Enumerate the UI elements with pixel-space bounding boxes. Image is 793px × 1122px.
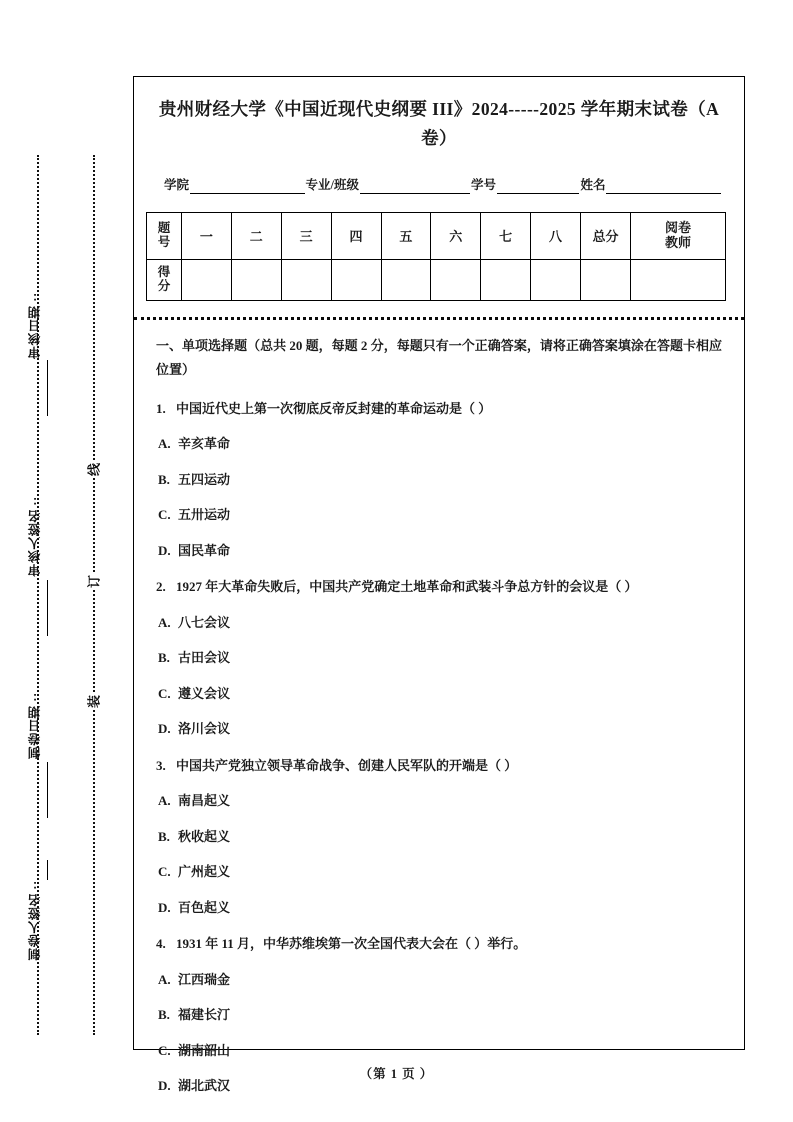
option-item[interactable] [156, 434, 722, 454]
option-letter: A. [158, 614, 171, 630]
paper-maker-signature-label: 制卷人签名: [28, 878, 42, 961]
option-text: 五卅运动 [178, 507, 231, 523]
score-cell-8[interactable] [531, 259, 581, 300]
name-label: 姓名 [580, 177, 606, 192]
option-item[interactable] [156, 684, 722, 704]
option-text: 广州起义 [178, 864, 231, 880]
option-letter: B. [158, 1007, 170, 1023]
seal-char-line: 线 [82, 462, 105, 478]
score-table-header-row [147, 212, 726, 259]
question-text: 中国共产党独立领导革命战争、创建人民军队的开端是（ ） [176, 757, 518, 773]
option-text: 遵义会议 [178, 685, 231, 701]
score-cell-7[interactable] [481, 259, 531, 300]
option-letter: B. [158, 471, 170, 487]
option-letter: D. [158, 1078, 171, 1094]
score-stub-char-2: 分 [157, 278, 171, 293]
question-item [156, 756, 722, 776]
score-table-wrapper [146, 212, 724, 301]
score-col-header-3: 三 [281, 212, 331, 259]
section-divider [134, 317, 744, 320]
option-text: 古田会议 [178, 650, 231, 666]
option-text: 辛亥革命 [178, 436, 231, 452]
question-number: 1. [156, 400, 166, 416]
option-item[interactable] [156, 613, 722, 633]
seal-char-bind: 订 [82, 574, 105, 590]
score-col-header-8: 八 [531, 212, 581, 259]
grader-header-line-1: 阅卷 [664, 219, 691, 235]
page-footer: （第 1 页 ） [359, 1067, 434, 1081]
name-input[interactable] [606, 180, 721, 194]
score-stub [147, 259, 182, 300]
option-letter: D. [158, 899, 171, 915]
option-letter: A. [158, 971, 171, 987]
option-letter: B. [158, 650, 170, 666]
score-cell-5[interactable] [381, 259, 431, 300]
score-col-header-total: 总分 [581, 212, 631, 259]
option-letter: A. [158, 436, 171, 452]
option-item[interactable] [156, 541, 722, 561]
inner-dotted-line [93, 155, 95, 1035]
student-info-line [164, 175, 722, 194]
question-number: 4. [156, 936, 166, 952]
option-text: 洛川会议 [178, 721, 231, 737]
question-text: 1927 年大革命失败后，中国共产党确定土地革命和武装斗争总方针的会议是（ ） [176, 579, 638, 595]
outer-dotted-line [37, 155, 39, 1035]
student-id-label: 学号 [470, 177, 496, 192]
question-item [156, 399, 722, 419]
score-cell-6[interactable] [431, 259, 481, 300]
audit-date-label: 审核日期: [28, 290, 42, 359]
score-cell-4[interactable] [331, 259, 381, 300]
option-text: 国民革命 [178, 542, 231, 558]
score-col-header-5: 五 [381, 212, 431, 259]
option-letter: C. [158, 1042, 171, 1058]
option-text: 秋收起义 [178, 828, 231, 844]
option-letter: C. [158, 685, 171, 701]
question-text: 中国近代史上第一次彻底反帝反封建的革命运动是（ ） [176, 400, 492, 416]
question-number: 3. [156, 757, 166, 773]
option-item[interactable] [156, 827, 722, 847]
option-letter: D. [158, 721, 171, 737]
option-item[interactable] [156, 470, 722, 490]
option-text: 湖北武汉 [178, 1078, 231, 1094]
option-item[interactable] [156, 791, 722, 811]
score-cell-2[interactable] [231, 259, 281, 300]
exam-content [134, 334, 744, 1096]
score-col-header-6: 六 [431, 212, 481, 259]
option-text: 百色起义 [178, 899, 231, 915]
option-item[interactable] [156, 648, 722, 668]
option-text: 江西瑞金 [178, 971, 231, 987]
option-item[interactable] [156, 862, 722, 882]
question-number-stub-char-1: 题 [157, 221, 171, 236]
score-cell-3[interactable] [281, 259, 331, 300]
option-item[interactable] [156, 1041, 722, 1061]
option-item[interactable] [156, 719, 722, 739]
question-text: 1931 年 11 月，中华苏维埃第一次全国代表大会在（ ）举行。 [176, 936, 527, 952]
option-item[interactable] [156, 970, 722, 990]
section-heading: 一、单项选择题（总共 20 题，每题 2 分，每题只有一个正确答案，请将正确答案填涂在答题卡相应位置） [156, 337, 722, 377]
score-cell-1[interactable] [182, 259, 232, 300]
page-title: 贵州财经大学《中国近现代史纲要 III》2024-----2025 学年期末试卷（A 卷） [158, 99, 720, 148]
seal-char-seal: 装 [82, 694, 105, 710]
audit-date-rule [47, 360, 48, 416]
score-col-header-4: 四 [331, 212, 381, 259]
score-cell-total[interactable] [581, 259, 631, 300]
option-letter: B. [158, 828, 170, 844]
option-text: 八七会议 [178, 614, 231, 630]
score-table-score-row [147, 259, 726, 300]
auditor-signature-label: 审核人签名: [28, 494, 42, 577]
option-letter: D. [158, 542, 171, 558]
college-label: 学院 [164, 177, 190, 192]
auditor-signature-rule [47, 580, 48, 636]
college-input[interactable] [190, 180, 305, 194]
question-number-stub-char-2: 号 [157, 234, 171, 249]
option-letter: A. [158, 793, 171, 809]
option-item[interactable] [156, 1005, 722, 1025]
major-class-label: 专业/班级 [305, 177, 360, 192]
question-number-stub [147, 212, 182, 259]
score-col-header-1: 一 [182, 212, 232, 259]
grader-header [631, 212, 726, 259]
score-col-header-2: 二 [231, 212, 281, 259]
score-stub-char-1: 得 [157, 265, 171, 280]
option-text: 湖南韶山 [178, 1042, 231, 1058]
paper-date-rule [47, 762, 48, 818]
option-item[interactable] [156, 898, 722, 918]
option-letter: C. [158, 507, 171, 523]
score-col-header-7: 七 [481, 212, 531, 259]
score-table [146, 212, 726, 301]
major-class-input[interactable] [360, 180, 470, 194]
option-letter: C. [158, 864, 171, 880]
option-text: 福建长汀 [178, 1007, 231, 1023]
option-text: 南昌起义 [178, 793, 231, 809]
grader-header-line-2: 教师 [664, 234, 691, 250]
left-margin-column [0, 0, 120, 1122]
question-item [156, 934, 722, 954]
question-number: 2. [156, 579, 166, 595]
option-item[interactable] [156, 505, 722, 525]
question-item [156, 577, 722, 597]
grader-cell[interactable] [631, 259, 726, 300]
option-text: 五四运动 [178, 471, 231, 487]
paper-maker-signature-rule [47, 860, 48, 880]
student-id-input[interactable] [497, 180, 579, 194]
paper-date-label: 制卷日期: [28, 690, 42, 759]
